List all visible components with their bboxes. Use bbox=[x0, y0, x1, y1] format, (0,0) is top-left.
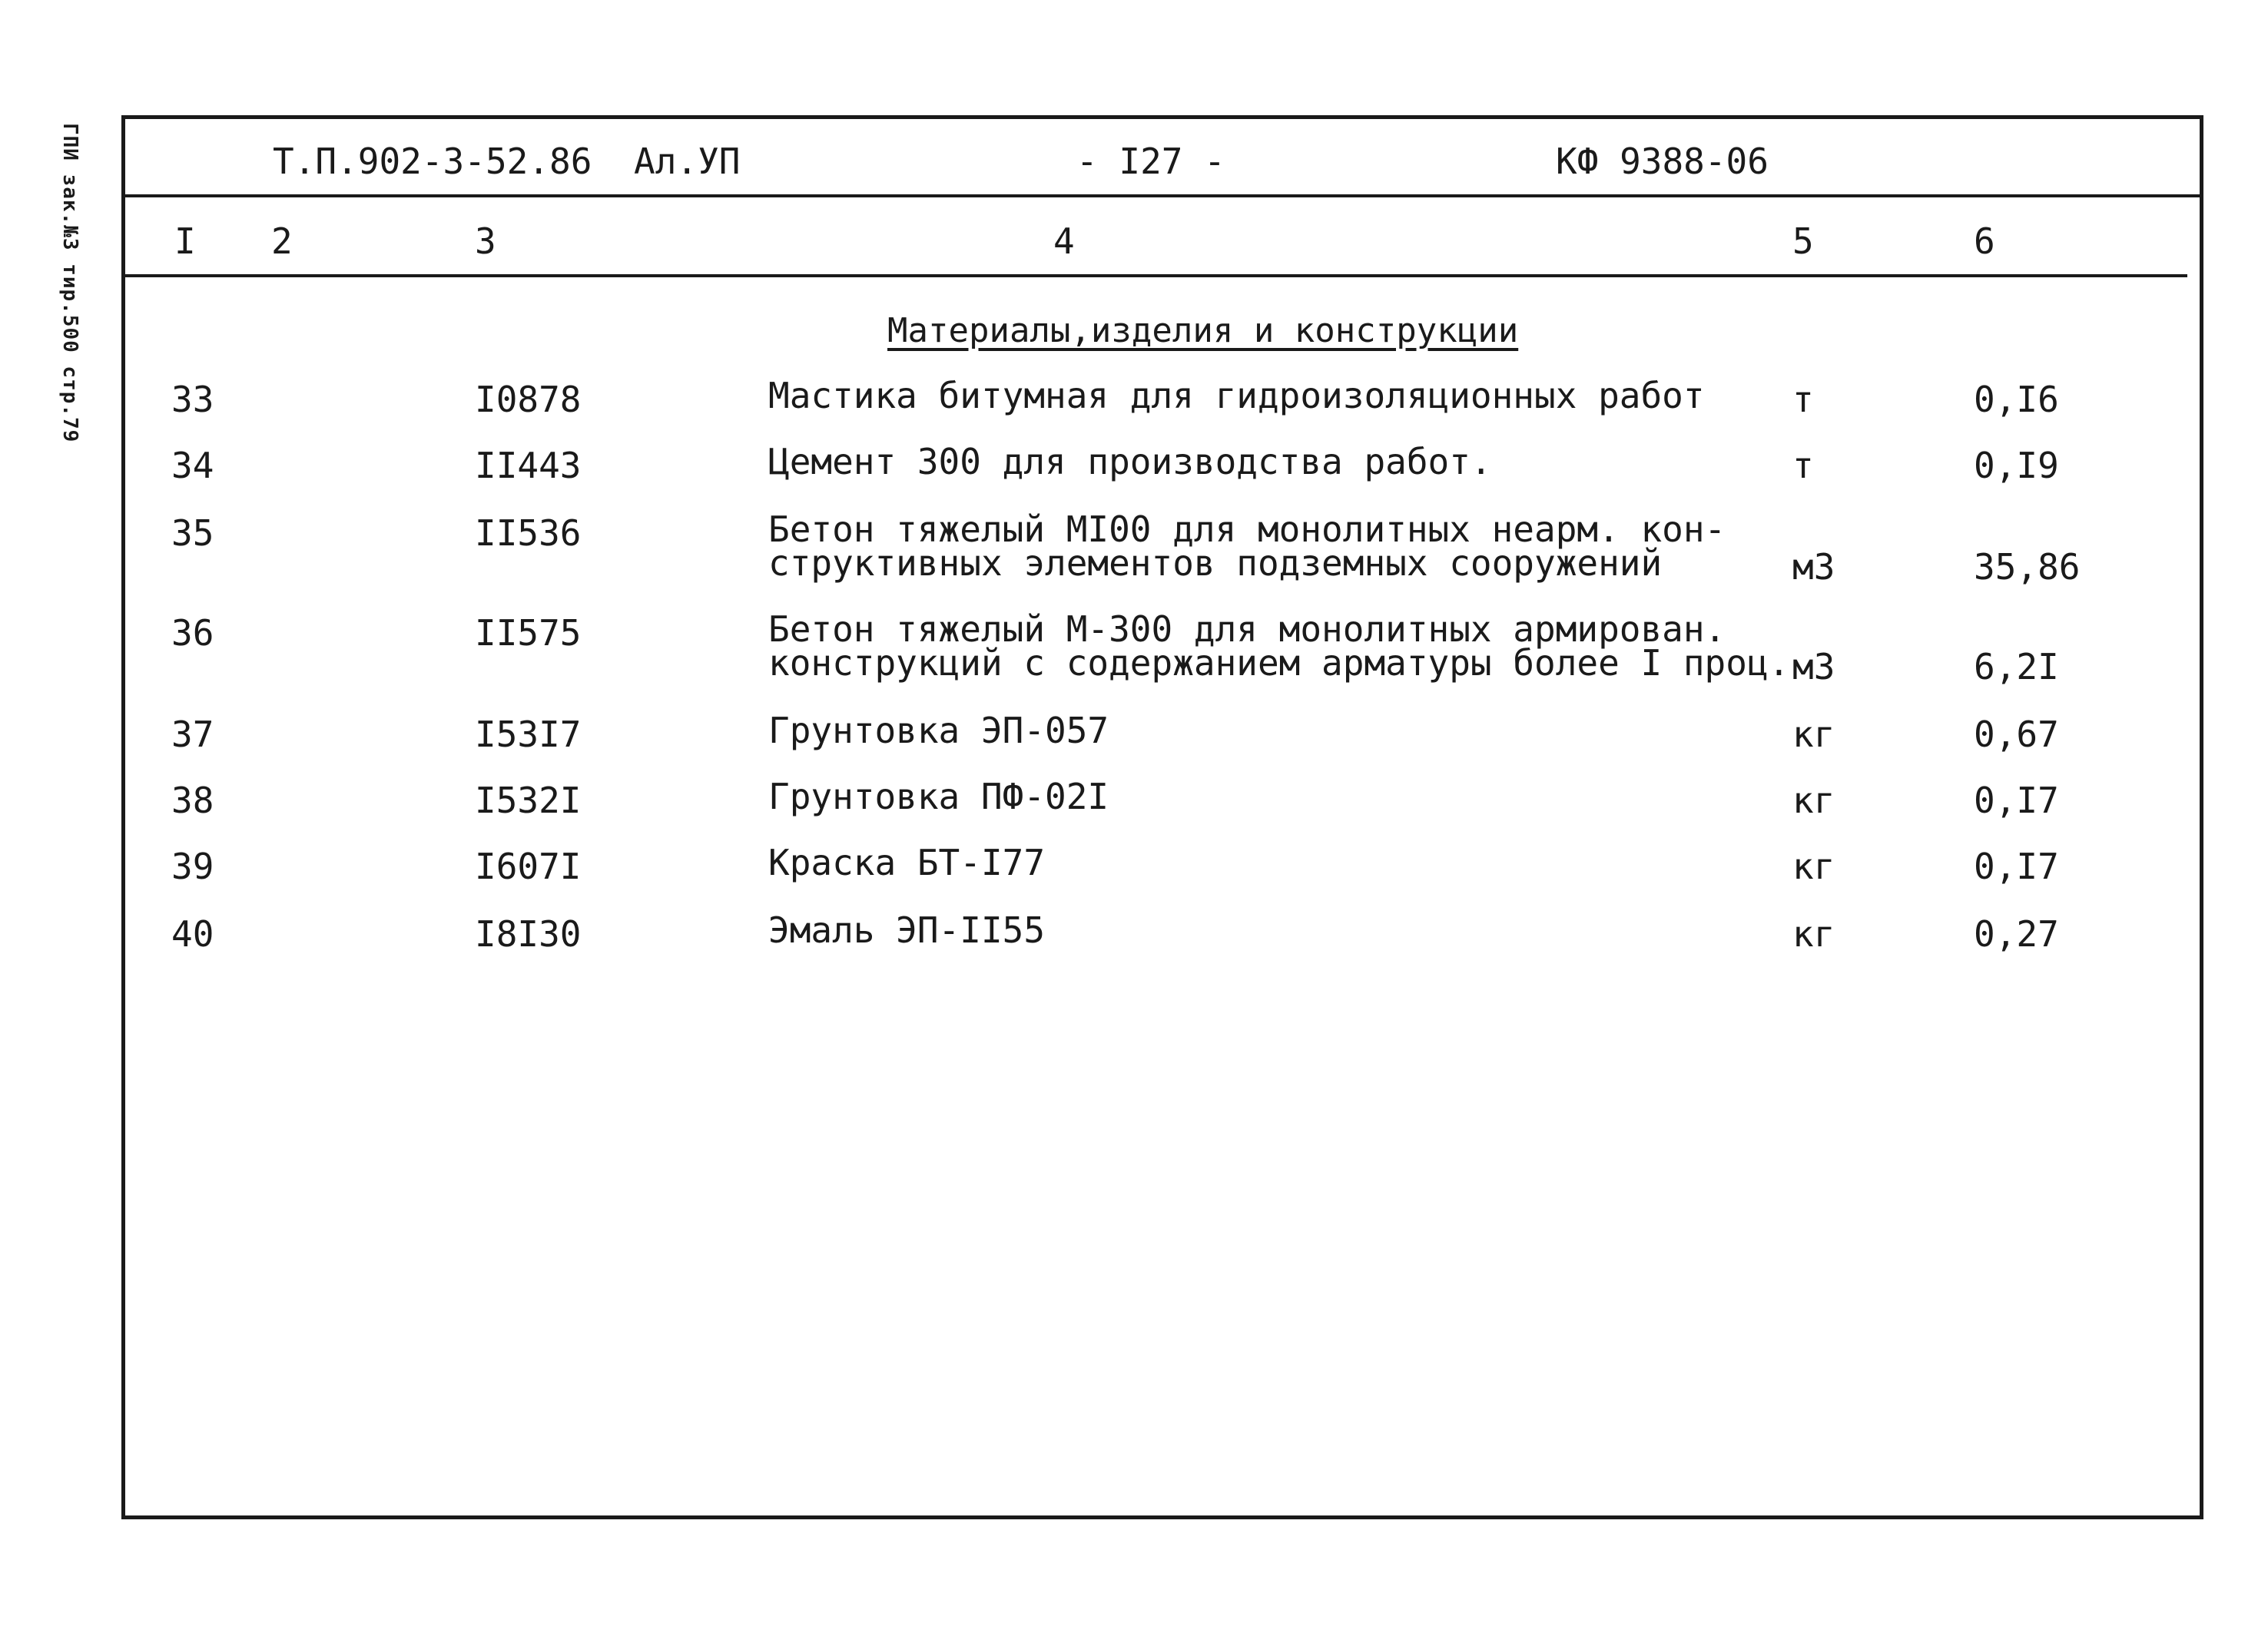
row-quantity: 0,27 bbox=[1974, 913, 2059, 955]
doc-code: Т.П.902-3-52.86 bbox=[273, 141, 592, 182]
column-number-6: 6 bbox=[1974, 220, 1995, 262]
row-quantity: 35,86 bbox=[1974, 546, 2081, 588]
row-code: II443 bbox=[475, 445, 582, 486]
row-quantity: 6,2I bbox=[1974, 646, 2059, 687]
row-description bbox=[768, 608, 1790, 684]
row-unit: кг bbox=[1792, 780, 1835, 821]
reference-code: КФ 9388-06 bbox=[1556, 141, 1769, 182]
row-description: Краска БТ-I77 bbox=[768, 842, 1046, 883]
row-number: 39 bbox=[171, 846, 214, 887]
column-number-5: 5 bbox=[1792, 220, 1814, 262]
row-number: 35 bbox=[171, 512, 214, 554]
row-code: II536 bbox=[475, 512, 582, 554]
column-number-1: I bbox=[174, 220, 196, 262]
row-unit: м3 bbox=[1792, 546, 1835, 588]
row-description-line: Бетон тяжелый MI00 для монолитных неарм. кон- bbox=[768, 508, 1726, 550]
column-number-3: 3 bbox=[475, 220, 496, 262]
row-unit: м3 bbox=[1792, 646, 1835, 687]
side-stamp bbox=[46, 123, 92, 522]
column-number-row bbox=[125, 197, 2187, 277]
page-number: - I27 - bbox=[1076, 141, 1225, 182]
row-quantity: 0,I9 bbox=[1974, 445, 2059, 486]
row-code: I8I30 bbox=[475, 913, 582, 955]
row-quantity: 0,I7 bbox=[1974, 846, 2059, 887]
row-number: 33 bbox=[171, 379, 214, 420]
row-unit: т bbox=[1792, 379, 1814, 420]
row-description: Мастика битумная для гидроизоляционных работ bbox=[768, 375, 1705, 416]
row-code: I607I bbox=[475, 846, 582, 887]
column-number-4: 4 bbox=[1053, 220, 1075, 262]
row-number: 37 bbox=[171, 714, 214, 755]
row-quantity: 0,67 bbox=[1974, 714, 2059, 755]
row-unit: кг bbox=[1792, 913, 1835, 955]
row-description-line: Бетон тяжелый М-300 для монолитных армирован. bbox=[768, 608, 1726, 650]
section-title: Материалы,изделия и конструкции bbox=[887, 311, 1519, 350]
row-code: I53I7 bbox=[475, 714, 582, 755]
row-number: 34 bbox=[171, 445, 214, 486]
row-unit: кг bbox=[1792, 846, 1835, 887]
album-label: Ал.УП bbox=[634, 141, 741, 182]
row-unit: т bbox=[1792, 445, 1814, 486]
row-description-line: структивных элементов подземных сооружений bbox=[768, 542, 1663, 584]
row-number: 36 bbox=[171, 612, 214, 654]
row-unit: кг bbox=[1792, 714, 1835, 755]
row-quantity: 0,I7 bbox=[1974, 780, 2059, 821]
row-code: I0878 bbox=[475, 379, 582, 420]
row-description: Эмаль ЭП-II55 bbox=[768, 909, 1046, 951]
row-description: Цемент 300 для производства работ. bbox=[768, 441, 1492, 482]
header-row bbox=[125, 119, 2200, 197]
row-description-line: конструкций с содержанием арматуры более I проц. bbox=[768, 642, 1790, 684]
side-stamp-text: ГПИ зак.№3 тир.500 стр.79 bbox=[58, 123, 81, 443]
row-number: 40 bbox=[171, 913, 214, 955]
row-number: 38 bbox=[171, 780, 214, 821]
row-quantity: 0,I6 bbox=[1974, 379, 2059, 420]
row-description: Грунтовка ЭП-057 bbox=[768, 710, 1109, 751]
row-code: I532I bbox=[475, 780, 582, 821]
row-description bbox=[768, 508, 1726, 584]
document-frame bbox=[121, 115, 2203, 1519]
row-code: II575 bbox=[475, 612, 582, 654]
row-description: Грунтовка ПФ-02I bbox=[768, 776, 1109, 817]
column-number-2: 2 bbox=[271, 220, 293, 262]
